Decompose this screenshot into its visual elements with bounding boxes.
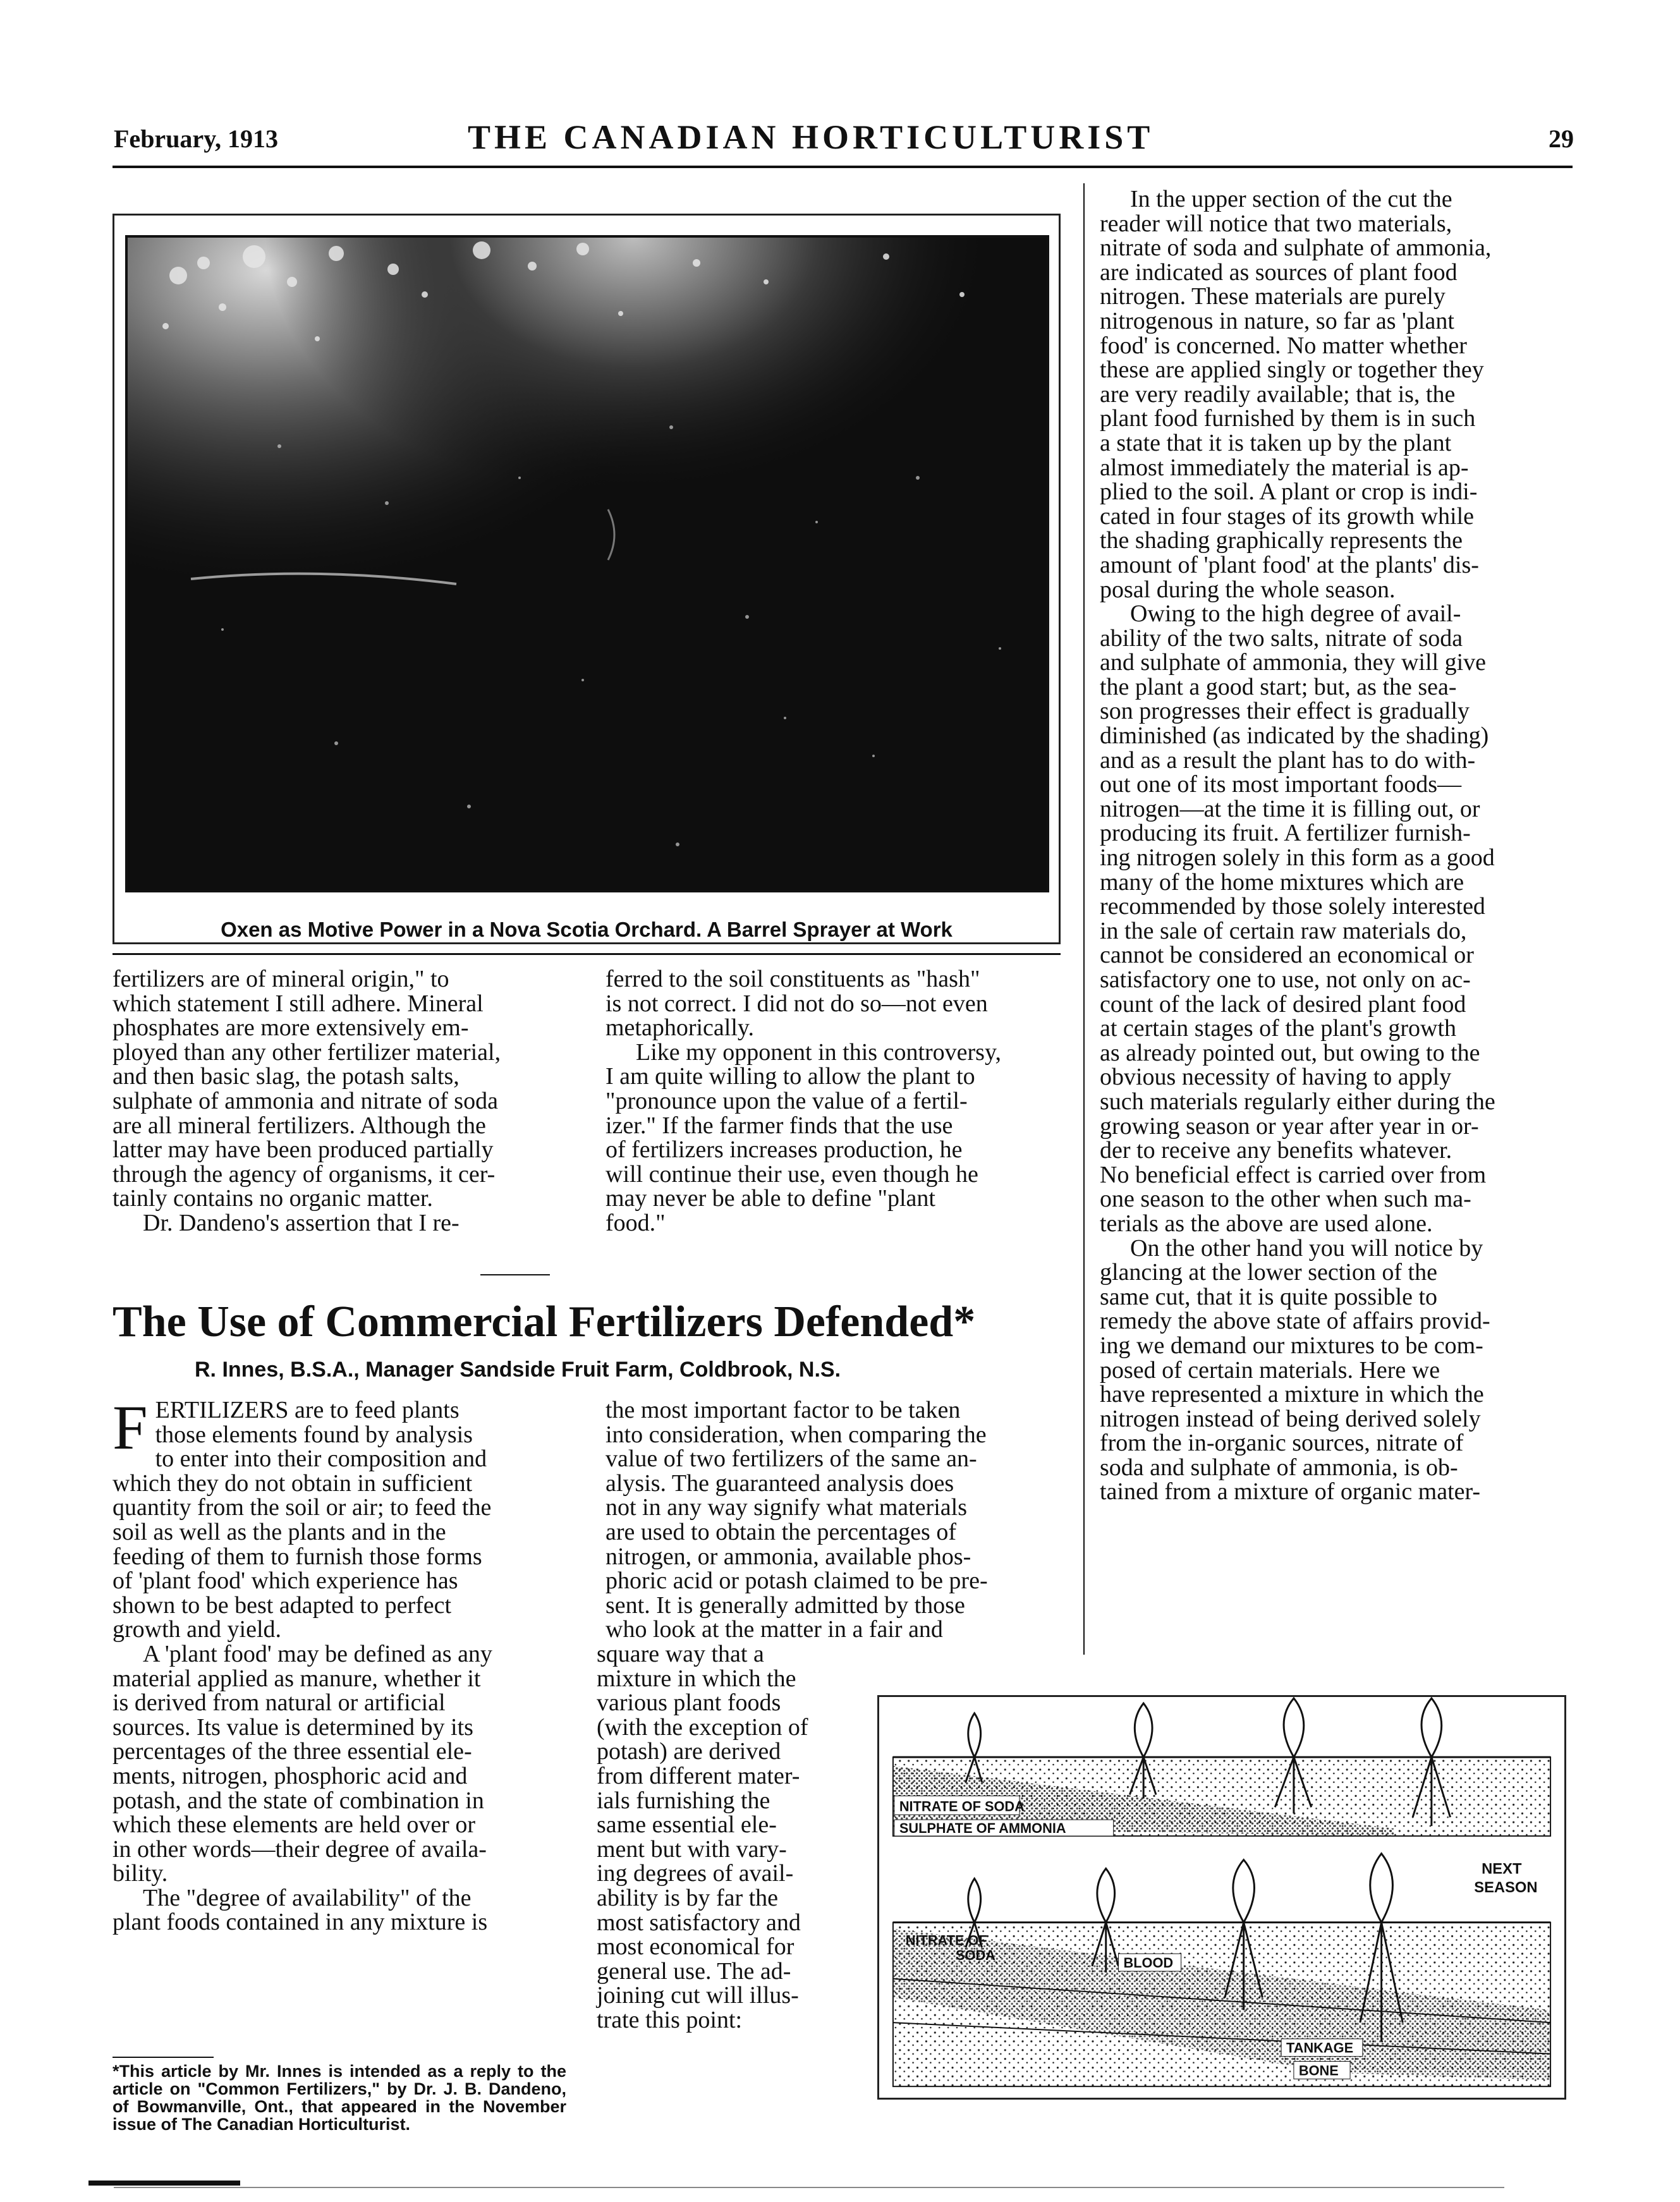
text-line: from different mater-	[597, 1762, 800, 1789]
text-line: at certain stages of the plant's growth	[1100, 1015, 1457, 1042]
text-line: metaphorically.	[606, 1014, 754, 1042]
text-line: not in any way signify what materials	[606, 1494, 967, 1521]
text-line: latter may have been produced partially	[113, 1136, 494, 1164]
text-line: sent. It is generally admitted by those	[606, 1591, 965, 1619]
text-line: sulphate of ammonia and nitrate of soda	[113, 1087, 498, 1114]
text-line: various plant foods	[597, 1689, 781, 1717]
text-line: almost immediately the material is ap-	[1100, 454, 1469, 481]
text-line: who look at the matter in a fair and	[606, 1616, 943, 1643]
text-line: plant foods contained in any mixture is	[113, 1909, 488, 1936]
text-line: ments, nitrogen, phosphoric acid and	[113, 1762, 468, 1789]
text-line: Like my opponent in this controversy,	[636, 1038, 1001, 1066]
text-line: mixture in which the	[597, 1665, 796, 1692]
text-line: I am quite willing to allow the plant to	[606, 1063, 975, 1090]
text-line: sources. Its value is determined by its	[113, 1713, 473, 1741]
text-line: same essential ele-	[597, 1811, 777, 1839]
text-line: joining cut will illus-	[597, 1982, 799, 2009]
text-line: reader will notice that two materials,	[1100, 210, 1452, 237]
text-line: and sulphate of ammonia, they will give	[1100, 649, 1487, 676]
sulphate-label: SULPHATE OF AMMONIA	[899, 1820, 1066, 1836]
bone-label: BONE	[1298, 2062, 1339, 2079]
text-line: growing season or year after year in or-	[1100, 1112, 1479, 1140]
issue-date: February, 1913	[114, 125, 278, 153]
text-line: feeding of them to furnish those forms	[113, 1543, 482, 1570]
text-line: In the upper section of the cut the	[1130, 186, 1452, 212]
text-line: material applied as manure, whether it	[113, 1665, 481, 1692]
text-line: nitrogenous in nature, so far as 'plant	[1100, 307, 1454, 334]
article-headline: The Use of Commercial Fertilizers Defended*	[113, 1298, 976, 1346]
bottom-mark	[88, 2181, 240, 2186]
text-line: of fertilizers increases production, he	[606, 1136, 963, 1164]
publication-title: THE CANADIAN HORTICULTURIST	[468, 118, 1154, 156]
text-line: "pronounce upon the value of a fertil-	[606, 1087, 968, 1114]
fertilizer-diagram-svg	[879, 1697, 1564, 2098]
text-line: plied to the soil. A plant or crop is indi-	[1100, 478, 1478, 506]
text-line: terials as the above are used alone.	[1100, 1210, 1433, 1237]
drop-cap: F	[113, 1392, 148, 1463]
upper-column-left	[113, 967, 566, 1236]
text-line: of 'plant food' which experience has	[113, 1567, 458, 1595]
text-line: same cut, that it is quite possible to	[1100, 1283, 1438, 1310]
text-line: ability of the two salts, nitrate of soda	[1100, 624, 1463, 652]
text-line: recommended by those solely interested	[1100, 893, 1485, 920]
text-line: ment but with vary-	[597, 1835, 787, 1863]
text-line: are indicated as sources of plant food	[1100, 259, 1458, 286]
text-line: in the sale of certain raw materials do,	[1100, 917, 1467, 944]
text-line: plant food furnished by them is in such	[1100, 405, 1476, 432]
text-line: fertilizers are of mineral origin," to	[113, 966, 449, 992]
text-line: izer." If the farmer finds that the use	[606, 1112, 953, 1139]
text-line: out one of its most important foods—	[1100, 771, 1462, 798]
article-column-2-narrow	[597, 1642, 855, 2033]
text-line: the shading graphically represents the	[1100, 527, 1463, 554]
text-line: have represented a mixture in which the	[1100, 1381, 1484, 1408]
footnote-rule	[113, 2057, 214, 2058]
text-line: food' is concerned. No matter whether	[1100, 332, 1467, 359]
text-line: nitrogen. These materials are purely	[1100, 283, 1446, 310]
nitrate-bottom-label: NITRATE OF	[905, 1932, 987, 1949]
next-season-label: SEASON	[1474, 1879, 1538, 1897]
bottom-rule	[114, 2187, 1504, 2188]
text-line: tainly contains no organic matter.	[113, 1185, 433, 1212]
text-line: cannot be considered an economical or	[1100, 942, 1474, 969]
text-line: one season to the other when such ma-	[1100, 1186, 1471, 1213]
photo-caption: Oxen as Motive Power in a Nova Scotia Orchard. A Barrel Sprayer at Work	[221, 918, 953, 941]
text-line: quantity from the soil or air; to feed the	[113, 1494, 492, 1521]
text-line: satisfactory one to use, not only on ac-	[1100, 966, 1471, 993]
text-line: which these elements are held over or	[113, 1811, 475, 1839]
text-line: tained from a mixture of organic mater-	[1100, 1478, 1481, 1506]
text-line: square way that a	[597, 1641, 764, 1667]
article-column-1	[113, 1392, 566, 1936]
text-line: is derived from natural or artificial	[113, 1689, 446, 1717]
text-line: ing degrees of avail-	[597, 1860, 794, 1887]
text-line: the plant a good start; but, as the sea-	[1100, 673, 1457, 700]
text-line: nitrate of soda and sulphate of ammonia,	[1100, 234, 1492, 262]
blood-label: BLOOD	[1123, 1954, 1174, 1971]
text-line: der to receive any benefits whatever.	[1100, 1137, 1452, 1164]
text-line: posed of certain materials. Here we	[1100, 1356, 1440, 1384]
text-line: many of the home mixtures which are	[1100, 868, 1464, 896]
text-line: into consideration, when comparing the	[606, 1421, 987, 1448]
text-line: Owing to the high degree of avail-	[1130, 600, 1461, 628]
text-line: The "degree of availability" of the	[143, 1884, 472, 1911]
text-line: nitrogen—at the time it is filling out, or	[1100, 795, 1480, 822]
text-line: ing nitrogen solely in this form as a good	[1100, 844, 1495, 872]
text-line: the most important factor to be taken	[606, 1397, 961, 1423]
upper-column-middle	[606, 967, 1059, 1236]
text-line: these are applied singly or together they	[1100, 356, 1484, 384]
text-line: and as a result the plant has to do with-	[1100, 746, 1476, 774]
text-line: through the agency of organisms, it cer-	[113, 1160, 496, 1188]
section-separator	[480, 1274, 550, 1275]
text-line: A 'plant food' may be defined as any	[143, 1640, 492, 1667]
text-line: trate this point:	[597, 2006, 743, 2033]
text-line: cated in four stages of its growth while	[1100, 502, 1475, 530]
text-line: soda and sulphate of ammonia, is ob-	[1100, 1454, 1458, 1481]
text-line: as already pointed out, but owing to the	[1100, 1039, 1480, 1066]
text-line: are very readily available; that is, the	[1100, 380, 1456, 408]
text-line: ing we demand our mixtures to be com-	[1100, 1332, 1483, 1359]
text-line: phoric acid or potash claimed to be pre-	[606, 1567, 988, 1595]
text-line: from the in-organic sources, nitrate of	[1100, 1430, 1464, 1457]
page-number: 29	[1549, 125, 1574, 153]
text-line: On the other hand you will notice by	[1130, 1234, 1483, 1262]
text-line: a state that it is taken up by the plant	[1100, 429, 1452, 456]
column-divider	[1083, 183, 1085, 1655]
text-line: nitrogen, or ammonia, available phos-	[606, 1543, 971, 1570]
fertilizer-diagram	[877, 1695, 1566, 2100]
text-line: son progresses their effect is gradually	[1100, 698, 1470, 725]
text-line: most satisfactory and	[597, 1909, 801, 1936]
text-line: general use. The ad-	[597, 1957, 791, 1985]
text-line: are used to obtain the percentages of	[606, 1518, 956, 1545]
text-line: obvious necessity of having to apply	[1100, 1064, 1452, 1091]
text-line: ERTILIZERS are to feed plants	[155, 1397, 460, 1423]
nitrate-bottom-label: SODA	[955, 1947, 995, 1964]
text-line: will continue their use, even though he	[606, 1160, 978, 1188]
text-line: producing its fruit. A fertilizer furnish-	[1100, 820, 1471, 847]
text-line: potash) are derived	[597, 1738, 781, 1765]
text-line: such materials regularly either during the	[1100, 1088, 1495, 1115]
text-line: may never be able to define "plant	[606, 1185, 935, 1212]
text-line: remedy the above state of affairs provid-	[1100, 1308, 1490, 1335]
text-line: percentages of the three essential ele-	[113, 1738, 472, 1765]
article-footnote: *This article by Mr. Innes is intended as a reply to the article on "Common Fertilizers," by Dr. J. B. Dandeno, of Bowmanville, Ont., that appeared in the November issue of The Canadian Horticulturist.	[113, 2062, 566, 2134]
article-column-2	[606, 1398, 1059, 1642]
header-rule	[113, 166, 1573, 168]
text-line: are all mineral fertilizers. Although the	[113, 1112, 486, 1139]
orchard-photo-image	[128, 238, 1047, 890]
right-column	[1100, 187, 1567, 1504]
text-line: most economical for	[597, 1933, 794, 1961]
text-line: and then basic slag, the potash salts,	[113, 1063, 460, 1090]
text-line: soil as well as the plants and in the	[113, 1518, 446, 1545]
text-line: nitrogen instead of being derived solely	[1100, 1405, 1481, 1432]
text-line: growth and yield.	[113, 1616, 282, 1643]
article-byline: R. Innes, B.S.A., Manager Sandside Fruit Farm, Coldbrook, N.S.	[195, 1358, 841, 1382]
text-line: bility.	[113, 1860, 168, 1887]
text-line: ployed than any other fertilizer material,	[113, 1038, 501, 1066]
text-line: No beneficial effect is carried over from	[1100, 1161, 1487, 1188]
text-line: alysis. The guaranteed analysis does	[606, 1469, 954, 1497]
text-line: amount of 'plant food' at the plants' dis-	[1100, 551, 1479, 578]
text-line: value of two fertilizers of the same an-	[606, 1445, 977, 1473]
text-line: ability is by far the	[597, 1884, 779, 1911]
text-line: diminished (as indicated by the shading)	[1100, 722, 1489, 750]
text-line: phosphates are more extensively em-	[113, 1014, 469, 1042]
text-line: glancing at the lower section of the	[1100, 1259, 1437, 1286]
text-line: potash, and the state of combination in	[113, 1787, 484, 1814]
text-line: count of the lack of desired plant food	[1100, 990, 1466, 1018]
next-season-label: NEXT	[1482, 1860, 1522, 1878]
text-line: is not correct. I did not do so—not even	[606, 990, 988, 1017]
text-line: those elements found by analysis	[155, 1421, 473, 1448]
text-line: which statement I still adhere. Mineral	[113, 990, 484, 1017]
tankage-label: TANKAGE	[1286, 2040, 1354, 2056]
text-line: ials furnishing the	[597, 1787, 770, 1814]
text-line: in other words—their degree of availa-	[113, 1835, 487, 1863]
text-line: shown to be best adapted to perfect	[113, 1591, 452, 1619]
text-line: Dr. Dandeno's assertion that I re-	[143, 1209, 460, 1236]
text-line: posal during the whole season.	[1100, 576, 1396, 603]
text-line: which they do not obtain in sufficient	[113, 1469, 473, 1497]
nitrate-top-label: NITRATE OF SODA	[899, 1798, 1025, 1815]
caption-rule	[113, 953, 1061, 955]
text-line: food."	[606, 1209, 666, 1236]
text-line: ferred to the soil constituents as "hash"	[606, 966, 980, 992]
text-line: (with the exception of	[597, 1713, 808, 1741]
orchard-photo	[125, 235, 1049, 892]
text-line: to enter into their composition and	[155, 1445, 487, 1473]
